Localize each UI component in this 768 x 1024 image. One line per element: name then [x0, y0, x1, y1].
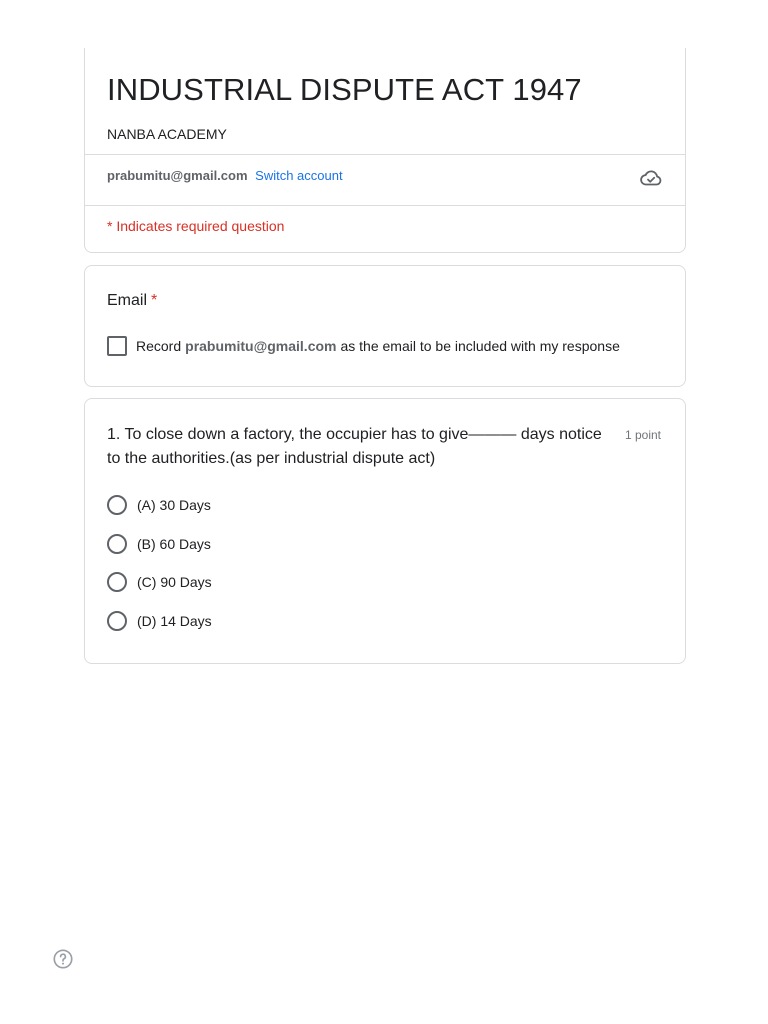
- option-a-radio[interactable]: [107, 495, 127, 515]
- email-question-title: [107, 292, 157, 310]
- option-d[interactable]: [107, 609, 212, 633]
- option-c-label: (C) 90 Days: [137, 574, 212, 590]
- question-1-options: [107, 493, 212, 647]
- option-a[interactable]: [107, 493, 212, 517]
- option-b-label: (B) 60 Days: [137, 535, 211, 552]
- cloud-done-icon: [639, 166, 663, 190]
- record-email-option[interactable]: [107, 336, 620, 356]
- form-title: INDUSTRIAL DISPUTE ACT 1947: [107, 72, 582, 107]
- question-1-text: 1. To close down a factory, the occupier has to give——— days notice to the authorities.(as per industrial dispute act): [107, 426, 602, 467]
- form-header-card: [84, 48, 686, 253]
- account-email: prabumitu@gmail.com: [107, 168, 248, 183]
- email-label: Email: [107, 292, 148, 309]
- option-d-radio[interactable]: [107, 611, 127, 631]
- account-row: [107, 168, 343, 183]
- form-subtitle: NANBA ACADEMY: [107, 126, 227, 142]
- record-suffix: as the email to be included with my response: [340, 338, 620, 354]
- question-1-points: 1 point: [624, 428, 661, 442]
- record-email: prabumitu@gmail.com: [185, 338, 337, 354]
- option-b[interactable]: [107, 532, 212, 556]
- help-circle-icon[interactable]: [52, 948, 74, 970]
- required-asterisk: *: [151, 292, 158, 309]
- header-divider: [85, 154, 685, 155]
- question-1-card: [84, 398, 686, 664]
- switch-account-link[interactable]: Switch account: [255, 168, 343, 183]
- option-c-radio[interactable]: [107, 572, 127, 592]
- option-d-label: (D) 14 Days: [137, 612, 212, 629]
- record-prefix: Record: [136, 338, 182, 354]
- option-a-label: (A) 30 Days: [137, 497, 211, 513]
- account-divider: [85, 205, 685, 206]
- option-b-radio[interactable]: [107, 534, 127, 554]
- email-question-card: [84, 265, 686, 387]
- required-note: * Indicates required question: [107, 218, 285, 234]
- option-c[interactable]: [107, 570, 212, 594]
- record-email-checkbox[interactable]: [107, 336, 127, 356]
